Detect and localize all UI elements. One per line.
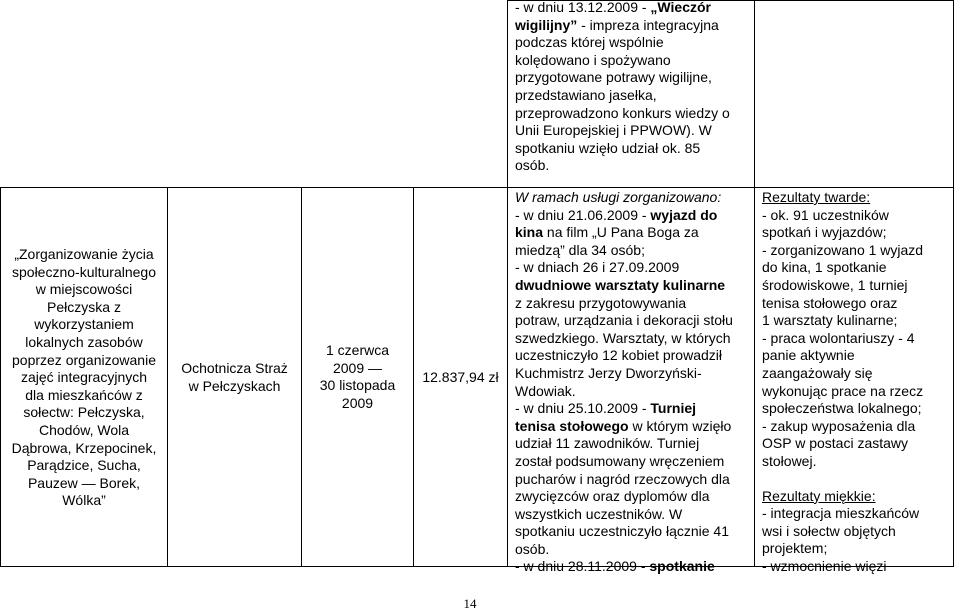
top-line-7: przeprowadzono konkurs wiedzy o bbox=[515, 104, 730, 121]
hard-result-line: OSP w postaci zastawy bbox=[762, 435, 909, 452]
period-line: 1 czerwca bbox=[325, 342, 390, 358]
soft-result-line: - integracja mieszkańców bbox=[762, 505, 920, 522]
task-line: dla mieszkańców z bbox=[25, 386, 143, 403]
svc-text: - w dniu 28.11.2009 - bbox=[515, 558, 650, 575]
task-line: „Zorganizowanie życia bbox=[14, 246, 154, 262]
svc-text: Kuchmistrz Jerzy Dworzyński- bbox=[515, 364, 702, 381]
soft-result-line: projektem; bbox=[762, 540, 828, 557]
svc-text: wszystkich uczestników. W bbox=[515, 505, 683, 522]
top-line-1b: „Wieczór bbox=[650, 0, 711, 15]
top-line-4: kolędowano i spożywano bbox=[515, 51, 671, 68]
svc-text: w którym wzięło bbox=[628, 417, 732, 434]
top-services-cell bbox=[515, 0, 753, 175]
task-name-cell bbox=[1, 246, 167, 510]
col-border-5 bbox=[754, 0, 755, 567]
soft-result-line: - wzmocnienie więzi bbox=[762, 557, 887, 574]
svc-text: został podsumowany wręczeniem bbox=[515, 452, 725, 469]
amount-cell bbox=[414, 369, 507, 387]
task-line: w miejscowości bbox=[35, 281, 133, 298]
task-line: zajęć integracyjnych bbox=[20, 369, 148, 386]
task-line: Pełczyska z bbox=[47, 298, 121, 315]
task-line: lokalnych zasobów bbox=[25, 333, 143, 350]
svc-text: potraw, urządzania i dekoracji stołu bbox=[515, 312, 733, 329]
top-line-2-rest: - impreza integracyjna bbox=[577, 16, 719, 33]
svc-bold: Turniej bbox=[650, 400, 697, 417]
hard-result-line: stołowej. bbox=[762, 452, 817, 469]
svc-text: udział 11 zawodników. Turniej bbox=[515, 435, 700, 452]
col-border-4 bbox=[507, 0, 508, 567]
svc-text: szwedzkiego. Warsztaty, w których bbox=[515, 329, 731, 346]
hard-result-line: panie aktywnie bbox=[762, 347, 855, 364]
soft-result-line: wsi i sołectw objętych bbox=[762, 522, 896, 539]
svc-text: - w dniu 25.10.2009 - bbox=[515, 400, 651, 417]
svc-bold: tenisa stołowego bbox=[515, 417, 629, 434]
svc-bold: dwudniowe warsztaty kulinarne bbox=[515, 276, 726, 293]
svc-text: osób. bbox=[515, 540, 550, 557]
top-line-2: wigilijny” bbox=[515, 16, 578, 33]
contractor-line: Ochotnicza Straż bbox=[181, 360, 288, 376]
svc-bold: wyjazd do bbox=[650, 206, 718, 223]
results-cell bbox=[762, 189, 953, 575]
contractor-cell bbox=[168, 360, 301, 395]
contractor-line: w Pełczyskach bbox=[188, 377, 281, 394]
top-line-8: Unii Europejskiej i PPWOW). W bbox=[515, 122, 712, 139]
task-line: Parądzice, Sucha, bbox=[27, 457, 141, 474]
page-number: 14 bbox=[463, 596, 477, 611]
svc-text: miedzą” dla 34 osób; bbox=[515, 241, 645, 258]
hard-result-line: spotkań i wyjazdów; bbox=[762, 224, 887, 241]
task-line: Dąbrowa, Krzepocinek, bbox=[11, 439, 157, 456]
hard-result-line: zaangażowały się bbox=[762, 364, 873, 381]
task-line: Wólka” bbox=[62, 492, 106, 509]
amount-value: 12.837,94 zł bbox=[422, 369, 499, 385]
svc-text: - w dniach 26 i 27.09.2009 bbox=[515, 259, 680, 276]
svc-text: spotkaniu uczestniczyło łącznie 41 bbox=[515, 523, 730, 540]
top-line-3: podczas której wspólnie bbox=[515, 34, 664, 51]
hard-result-line: wykonując prace na rzecz bbox=[762, 382, 924, 399]
hard-result-line: środowiskowe, 1 turniej bbox=[762, 276, 908, 293]
period-line: 30 listopada bbox=[319, 377, 396, 394]
svc-text: pucharów i nagród rzeczowych dla bbox=[515, 470, 730, 487]
top-line-10: osób. bbox=[515, 157, 550, 174]
task-line: Pauzew — Borek, bbox=[27, 474, 141, 491]
top-line-5: przygotowane potrawy wigilijne, bbox=[515, 69, 712, 86]
hard-results-heading: Rezultaty twarde: bbox=[762, 189, 871, 205]
hard-result-line: do kina, 1 spotkanie bbox=[762, 259, 887, 276]
period-cell bbox=[302, 342, 413, 412]
task-line: wykorzystaniem bbox=[34, 316, 134, 333]
svc-text: - w dniu 21.06.2009 - bbox=[515, 206, 651, 223]
period-line: 2009 — bbox=[332, 359, 383, 376]
svc-text: na film „U Pana Boga za bbox=[543, 224, 699, 241]
hard-result-line: - zorganizowano 1 wyjazd bbox=[762, 241, 924, 258]
top-line-9: spotkaniu wzięło udział ok. 85 bbox=[515, 139, 701, 156]
services-cell bbox=[515, 189, 753, 576]
hard-result-line: społeczeństwa lokalnego; bbox=[762, 400, 922, 417]
svc-text: zwycięzców oraz dyplomów dla bbox=[515, 488, 710, 505]
hard-result-line: tenisa stołowego oraz bbox=[762, 294, 898, 311]
top-line-1a: - w dniu 13.12.2009 - bbox=[515, 0, 651, 15]
services-intro: W ramach usługi zorganizowano: bbox=[515, 189, 722, 205]
soft-results-heading: Rezultaty miękkie: bbox=[762, 487, 876, 504]
svc-bold: spotkanie bbox=[649, 558, 715, 575]
hard-result-line: - praca wolontariuszy - 4 bbox=[762, 329, 915, 346]
svc-bold: kina bbox=[515, 224, 544, 241]
period-line: 2009 bbox=[341, 394, 374, 411]
svc-text: z zakresu przygotowywania bbox=[515, 294, 687, 311]
task-line: poprzez organizowanie bbox=[12, 351, 156, 368]
svc-text: uczestniczyło 12 kobiet prowadził bbox=[515, 347, 722, 364]
hard-result-line: - ok. 91 uczestników bbox=[762, 206, 889, 223]
svc-text: Wdowiak. bbox=[515, 382, 576, 399]
task-line: sołectw: Pełczyska, bbox=[23, 404, 145, 421]
top-line-6: przedstawiano jasełka, bbox=[515, 86, 657, 103]
col-border-6 bbox=[953, 0, 954, 567]
row-divider bbox=[0, 187, 954, 188]
hard-result-line: - zakup wyposażenia dla bbox=[762, 417, 916, 434]
task-line: Chodów, Wola bbox=[38, 421, 129, 438]
task-line: społeczno-kulturalnego bbox=[12, 263, 156, 280]
hard-result-line: 1 warsztaty kulinarne; bbox=[762, 312, 898, 329]
